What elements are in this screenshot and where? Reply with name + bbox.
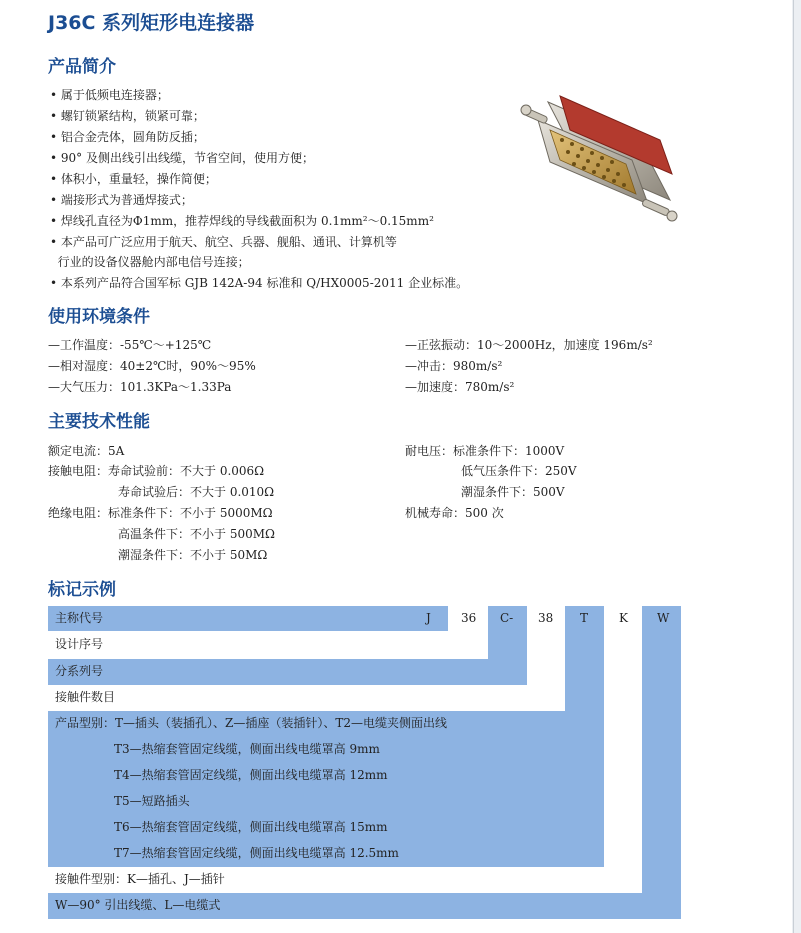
code-part: K	[619, 611, 628, 625]
perf-left-item: 潮湿条件下：不小于 50MΩ	[118, 548, 268, 562]
env-left-item: —相对湿度：40±2℃时，90%～95%	[48, 359, 256, 373]
row-label: T3—热缩套管固定线缆，侧面出线电缆罩高 9mm	[114, 742, 380, 756]
perf-right-item: 潮湿条件下：500V	[461, 485, 565, 499]
row-label: T5—短路插头	[114, 794, 190, 808]
intro-item: • 属于低频电连接器；	[50, 88, 169, 102]
intro-item: • 焊线孔直径为Φ1mm，推荐焊线的导线截面积为 0.1mm²～0.15mm²	[50, 214, 434, 228]
intro-item: • 铝合金壳体，圆角防反插；	[50, 130, 205, 144]
intro-item: • 90° 及侧出线引出线缆，节省空间，使用方便；	[50, 151, 314, 165]
perf-left-item: 高温条件下：不小于 500MΩ	[118, 527, 275, 541]
env-left-item: —大气压力：101.3KPa～1.33Pa	[48, 380, 232, 394]
intro-heading: 产品简介	[48, 57, 116, 77]
perf-right-item: 机械寿命：500 次	[405, 506, 504, 520]
page-title: J36C 系列矩形电连接器	[48, 12, 255, 34]
band-series	[48, 659, 527, 685]
code-part: 36	[461, 611, 477, 625]
perf-left-item: 接触电阻：寿命试验前：不大于 0.006Ω	[48, 464, 265, 478]
env-left-item: —工作温度：-55℃～+125℃	[48, 338, 212, 352]
perf-right-item: 低气压条件下：250V	[461, 464, 577, 478]
intro-item: • 螺钉锁紧结构，锁紧可靠；	[50, 109, 205, 123]
row-label: W—90° 引出线缆、L—电缆式	[55, 898, 221, 912]
perf-left-item: 额定电流：5A	[48, 444, 125, 458]
perf-left-item: 寿命试验后：不大于 0.010Ω	[118, 485, 275, 499]
row-label: 主称代号	[55, 611, 104, 625]
intro-item: • 本产品可广泛应用于航天、航空、兵器、舰船、通讯、计算机等	[50, 235, 397, 249]
env-right-item: —加速度：780m/s²	[405, 380, 515, 394]
band-main-code	[48, 606, 448, 631]
environment-heading: 使用环境条件	[48, 307, 150, 327]
right-border-line	[793, 0, 794, 933]
row-label: 分系列号	[55, 664, 104, 678]
row-label: T7—热缩套管固定线缆，侧面出线电缆罩高 12.5mm	[114, 846, 399, 860]
marking-heading: 标记示例	[48, 580, 116, 600]
connector-photo	[520, 82, 690, 242]
row-label: 产品型别：T—插头（装插孔）、Z—插座（装插针）、T2—电缆夹侧面出线	[55, 716, 447, 730]
code-part: J	[426, 611, 431, 625]
env-right-item: —正弦振动：10～2000Hz，加速度 196m/s²	[405, 338, 653, 352]
perf-left-item: 绝缘电阻：标准条件下：不小于 5000MΩ	[48, 506, 273, 520]
row-label: T6—热缩套管固定线缆，侧面出线电缆罩高 15mm	[114, 820, 388, 834]
perf-right-item: 耐电压：标准条件下：1000V	[405, 444, 565, 458]
intro-item: • 体积小，重量轻，操作简便；	[50, 172, 217, 186]
row-label: 接触件数目	[55, 690, 116, 704]
code-part: C-	[500, 611, 514, 625]
row-label: 接触件型别：K—插孔、J—插针	[55, 872, 225, 886]
intro-item: 行业的设备仪器舱内部电信号连接；	[50, 255, 250, 269]
code-part: 38	[538, 611, 554, 625]
row-label: 设计序号	[55, 637, 104, 651]
band-w-column	[642, 606, 681, 919]
code-part: W	[657, 611, 670, 625]
code-part: T	[580, 611, 589, 625]
env-right-item: —冲击：980m/s²	[405, 359, 503, 373]
intro-item: • 端接形式为普通焊接式；	[50, 193, 193, 207]
intro-item: • 本系列产品符合国军标 GJB 142A-94 标准和 Q/HX0005-2011 企业标准。	[50, 276, 469, 290]
performance-heading: 主要技术性能	[48, 412, 150, 432]
row-label: T4—热缩套管固定线缆，侧面出线电缆罩高 12mm	[114, 768, 388, 782]
